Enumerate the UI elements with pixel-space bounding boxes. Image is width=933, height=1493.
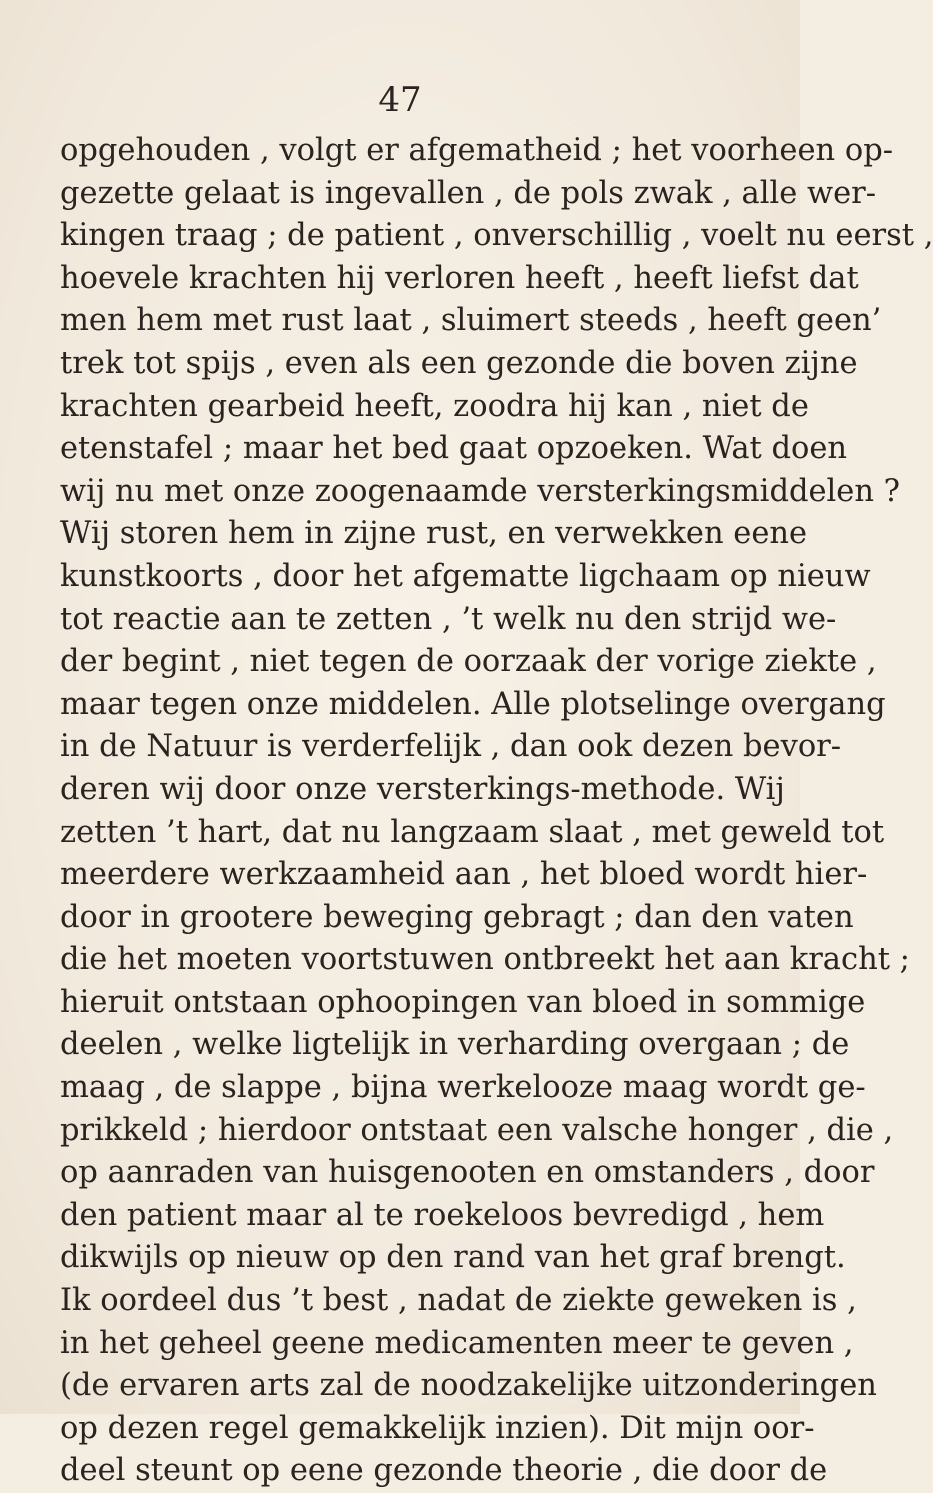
text-line: opgehouden , volgt er afgematheid ; het voorheen op- [60,133,894,168]
text-line: der begint , niet tegen de oorzaak der vorige ziekte , [60,644,877,680]
text-line: kunstkoorts , door het afgematte ligchaam op nieuw [60,558,871,594]
text-line: hoevele krachten hij verloren heeft , heeft liefst dat [60,260,859,296]
text-line: zetten ’t hart, dat nu langzaam slaat , met geweld tot [60,814,885,850]
text-line: in het geheel geene medicamenten meer te geven , [60,1325,854,1361]
text-line: men hem met rust laat , sluimert steeds , heeft geen’ [60,303,882,339]
text-line: door in grootere beweging gebragt ; dan den vaten [60,899,854,935]
text-line: maar tegen onze middelen. Alle plotselinge overgang [60,686,886,722]
text-line: deelen , welke ligtelijk in verharding overgaan ; de [60,1027,850,1063]
text-line: in de Natuur is verderfelijk , dan ook dezen bevor- [60,729,842,765]
body-text [60,130,933,1493]
text-line: die het moeten voortstuwen ontbreekt het aan kracht ; [60,942,910,978]
text-line: Wij storen hem in zijne rust, en verwekken eene [60,516,808,552]
text-line: den patient maar al te roekeloos bevredigd , hem [60,1197,825,1233]
text-line: wij nu met onze zoogenaamde versterkingsmiddelen ? [60,473,901,509]
text-line: Ik oordeel dus ’t best , nadat de ziekte geweken is , [60,1283,857,1319]
text-line: hieruit ontstaan ophoopingen van bloed in sommige [60,984,866,1020]
text-line: krachten gearbeid heeft, zoodra hij kan , niet de [60,388,809,424]
text-line: etenstafel ; maar het bed gaat opzoeken. Wat doen [60,431,848,467]
text-line: deel steunt op eene gezonde theorie , die door de [60,1453,828,1489]
text-line: gezette gelaat is ingevallen , de pols zwak , alle wer- [60,175,877,211]
text-line: deren wij door onze versterkings-methode. Wij [60,771,785,807]
text-line: op dezen regel gemakkelijk inzien). Dit mijn oor- [60,1410,815,1446]
page-number: 47 [378,80,422,120]
text-line: kingen traag ; de patient , onverschillig , voelt nu eerst , [60,218,933,254]
text-line: (de ervaren arts zal de noodzakelijke uitzonderingen [60,1368,877,1404]
text-line: trek tot spijs , even als een gezonde die boven zijne [60,345,858,381]
text-line: maag , de slappe , bijna werkelooze maag wordt ge- [60,1070,866,1106]
text-line: prikkeld ; hierdoor ontstaat een valsche honger , die , [60,1112,894,1148]
text-line: meerdere werkzaamheid aan , het bloed wordt hier- [60,857,868,893]
text-line: op aanraden van huisgenooten en omstanders , door [60,1155,875,1191]
text-line: dikwijls op nieuw op den rand van het graf brengt. [60,1240,846,1276]
text-line: tot reactie aan te zetten , ’t welk nu den strijd we- [60,601,837,637]
